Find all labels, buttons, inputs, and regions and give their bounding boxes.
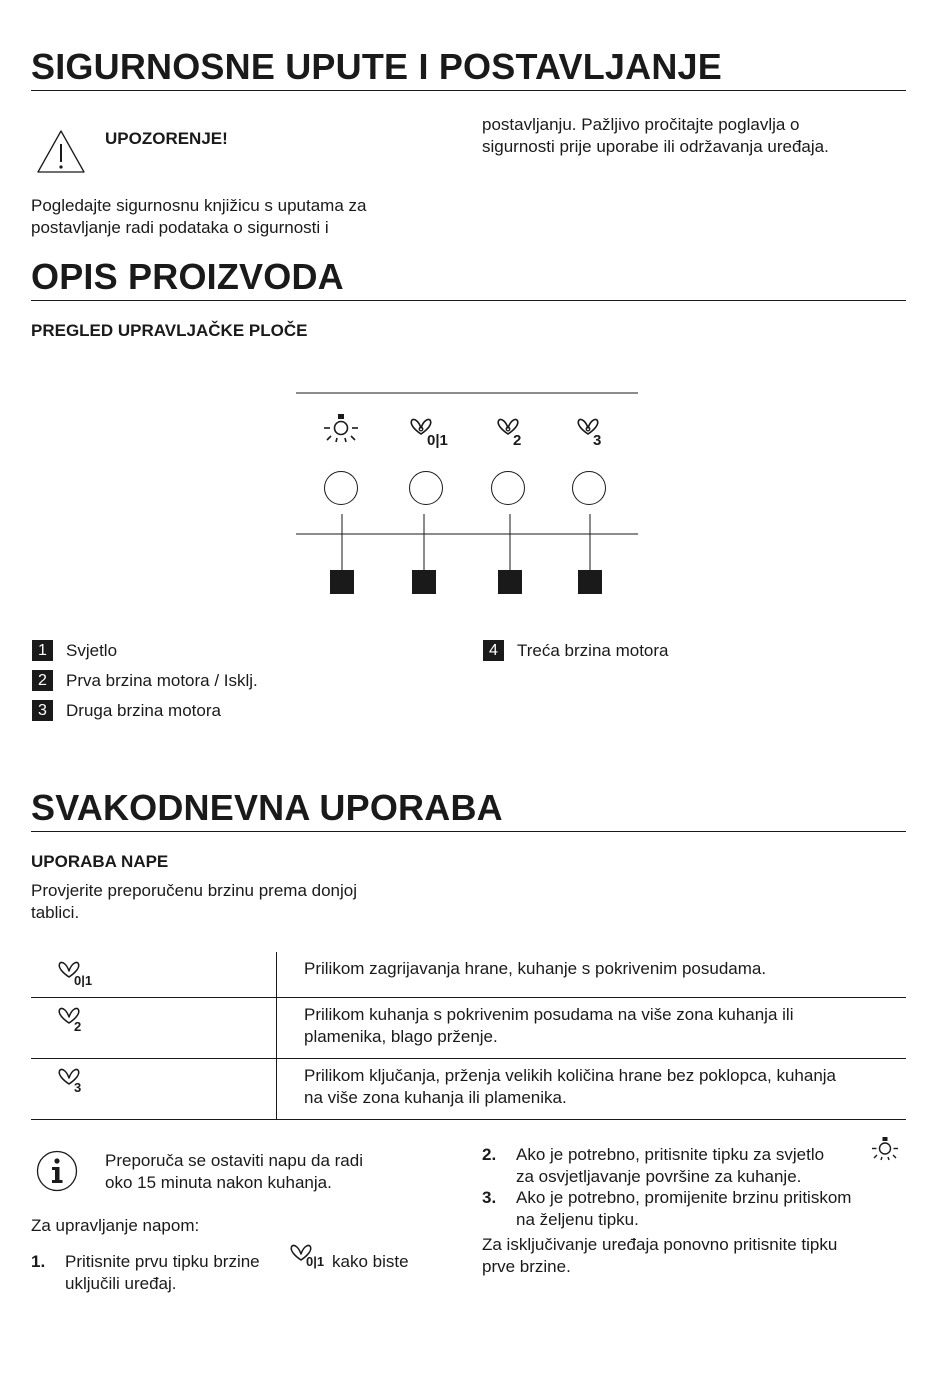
callout-marker-4 (578, 570, 602, 594)
table-description-line: Prilikom zagrijavanja hrane, kuhanje s pokrivenim posudama. (304, 959, 767, 978)
svg-text:2: 2 (74, 1018, 82, 1033)
intro-text-2: tablici. (31, 903, 80, 922)
legend-label: Prva brzina motora / Isklj. (66, 670, 258, 690)
legend-label: Druga brzina motora (66, 700, 221, 720)
callout-marker-2 (412, 570, 436, 594)
safety-text-right-2: sigurnosti prije uporabe ili održavanja uređaja. (482, 137, 829, 156)
safety-rule (31, 90, 906, 91)
table-description-line: na više zona kuhanja ili plamenika. (304, 1087, 567, 1107)
fan-speed-2-icon (57, 1005, 97, 1033)
legend-number: 1 (32, 640, 53, 661)
step-2 (482, 1144, 902, 1188)
daily-use-rule (31, 831, 906, 832)
legend-item (483, 640, 668, 661)
step-number: 2. (482, 1145, 497, 1164)
control-panel-subheading: PREGLED UPRAVLJAČKE PLOČE (31, 321, 308, 340)
step-text: za osvjetljavanje površine za kuhanje. (516, 1167, 802, 1186)
table-description-cell (277, 1058, 907, 1119)
legend-number: 4 (483, 640, 504, 661)
step-number: 1. (31, 1252, 46, 1271)
table-description-cell (277, 952, 907, 997)
legend-label: Treća brzina motora (517, 640, 669, 660)
fan-speed-3-icon (578, 419, 601, 449)
control-intro: Za upravljanje napom: (31, 1216, 200, 1235)
svg-text:3: 3 (593, 432, 602, 449)
legend-item (32, 700, 221, 721)
fan-speed-0-1-button[interactable] (410, 472, 443, 505)
safety-text-left-2: postavljanje radi podataka o sigurnosti i (31, 218, 329, 237)
intro-text-1: Provjerite preporučenu brzinu prema donjoj (31, 881, 358, 900)
speed-table (31, 952, 906, 1120)
light-icon (871, 1135, 899, 1163)
table-icon-cell (31, 1058, 277, 1119)
fan-speed-2-icon (498, 419, 521, 449)
table-row (31, 1058, 906, 1119)
svg-text:2: 2 (513, 432, 522, 449)
fan-speed-2-button[interactable] (492, 472, 525, 505)
info-text-2: oko 15 minuta nakon kuhanja. (105, 1173, 332, 1192)
step-text: na željenu tipku. (516, 1210, 639, 1229)
table-description-line: Prilikom kuhanja s pokrivenim posudama na više zona kuhanja ili (304, 1004, 794, 1024)
safety-heading: SIGURNOSNE UPUTE I POSTAVLJANJE (31, 46, 722, 87)
svg-text:0|1: 0|1 (306, 1254, 325, 1269)
product-heading: OPIS PROIZVODA (31, 256, 344, 297)
table-description-line: plamenika, blago prženje. (304, 1026, 498, 1046)
step-text: Ako je potrebno, promijenite brzinu pritiskom (516, 1188, 852, 1207)
switch-off-text-2: prve brzine. (482, 1257, 571, 1276)
info-icon (36, 1150, 78, 1192)
step-text: Ako je potrebno, pritisnite tipku za svjetlo (516, 1145, 825, 1164)
fan-speed-0-1-icon (411, 419, 448, 449)
callout-marker-3 (498, 570, 522, 594)
step-number: 3. (482, 1188, 497, 1207)
fan-speed-3-icon (57, 1066, 97, 1094)
step-text: kako biste (332, 1252, 409, 1271)
table-row (31, 952, 906, 997)
warning-triangle-icon (36, 129, 86, 174)
step-text: uključili uređaj. (65, 1274, 177, 1293)
legend-item (32, 640, 117, 661)
warning-label: UPOZORENJE! (105, 129, 228, 148)
table-icon-cell (31, 952, 277, 997)
table-description-line: Prilikom ključanja, prženja velikih količina hrane bez poklopca, kuhanja (304, 1065, 837, 1085)
table-description-cell (277, 997, 907, 1058)
info-text-1: Preporuča se ostaviti napu da radi (105, 1151, 363, 1170)
callout-marker-1 (330, 570, 354, 594)
switch-off-text-1: Za isključivanje uređaja ponovno pritisnite tipku (482, 1235, 838, 1254)
step-3 (482, 1187, 902, 1231)
control-panel-diagram (295, 392, 640, 597)
table-row (31, 997, 906, 1058)
table-icon-cell (31, 997, 277, 1058)
svg-text:0|1: 0|1 (427, 432, 448, 449)
svg-text:3: 3 (74, 1079, 82, 1094)
hood-use-subheading: UPORABA NAPE (31, 852, 169, 871)
light-icon (324, 414, 358, 442)
fan-speed-0-1-icon (289, 1242, 329, 1270)
legend-label: Svjetlo (66, 640, 118, 660)
fan-speed-0-1-icon (57, 959, 97, 987)
step-text: Pritisnite prvu tipku brzine (65, 1252, 260, 1271)
product-rule (31, 300, 906, 301)
legend-number: 2 (32, 670, 53, 691)
step-1 (31, 1251, 451, 1295)
daily-use-heading: SVAKODNEVNA UPORABA (31, 787, 503, 828)
safety-text-right-1: postavljanju. Pažljivo pročitajte poglavlja o (482, 115, 800, 134)
legend-number: 3 (32, 700, 53, 721)
svg-text:0|1: 0|1 (74, 973, 93, 987)
light-button[interactable] (325, 472, 358, 505)
legend-item (32, 670, 258, 691)
safety-text-left-1: Pogledajte sigurnosnu knjižicu s uputama za (31, 196, 367, 215)
fan-speed-3-button[interactable] (573, 472, 606, 505)
